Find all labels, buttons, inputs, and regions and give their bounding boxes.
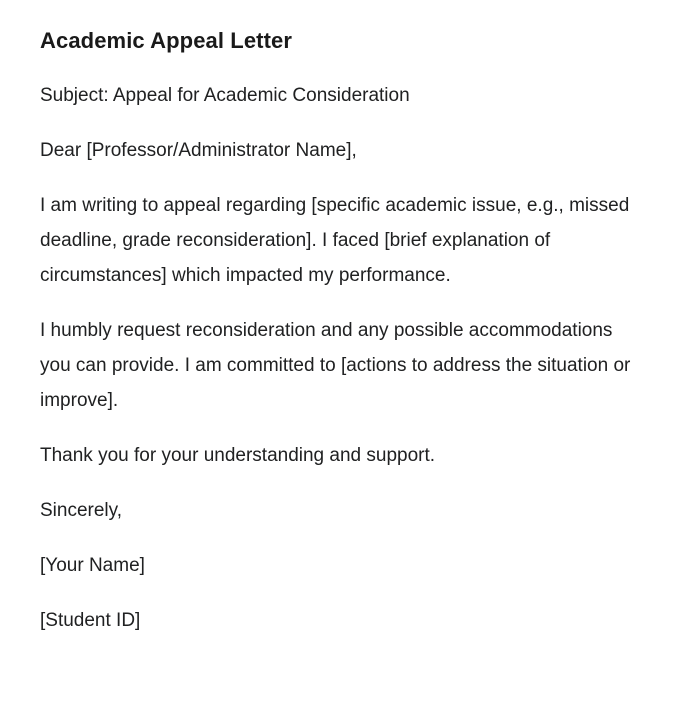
body-paragraph-2: I humbly request reconsideration and any possible accommodations you can provide. I am committed to [actions to address the situation or improve]. bbox=[40, 320, 631, 411]
closing-line: Thank you for your understanding and support. bbox=[40, 445, 436, 466]
signature-name-placeholder: [Your Name] bbox=[40, 555, 145, 576]
body-paragraph-1: I am writing to appeal regarding [specific academic issue, e.g., missed deadline, grade reconsideration]. I faced [brief explanation of circumstances] which impacted my performance. bbox=[40, 195, 630, 286]
subject-line: Subject: Appeal for Academic Consideration bbox=[40, 85, 410, 106]
salutation: Dear [Professor/Administrator Name], bbox=[40, 140, 357, 161]
letter-body bbox=[40, 28, 640, 638]
signature-student-id-placeholder: [Student ID] bbox=[40, 610, 141, 631]
sign-off: Sincerely, bbox=[40, 500, 123, 521]
page-title: Academic Appeal Letter bbox=[40, 28, 293, 53]
